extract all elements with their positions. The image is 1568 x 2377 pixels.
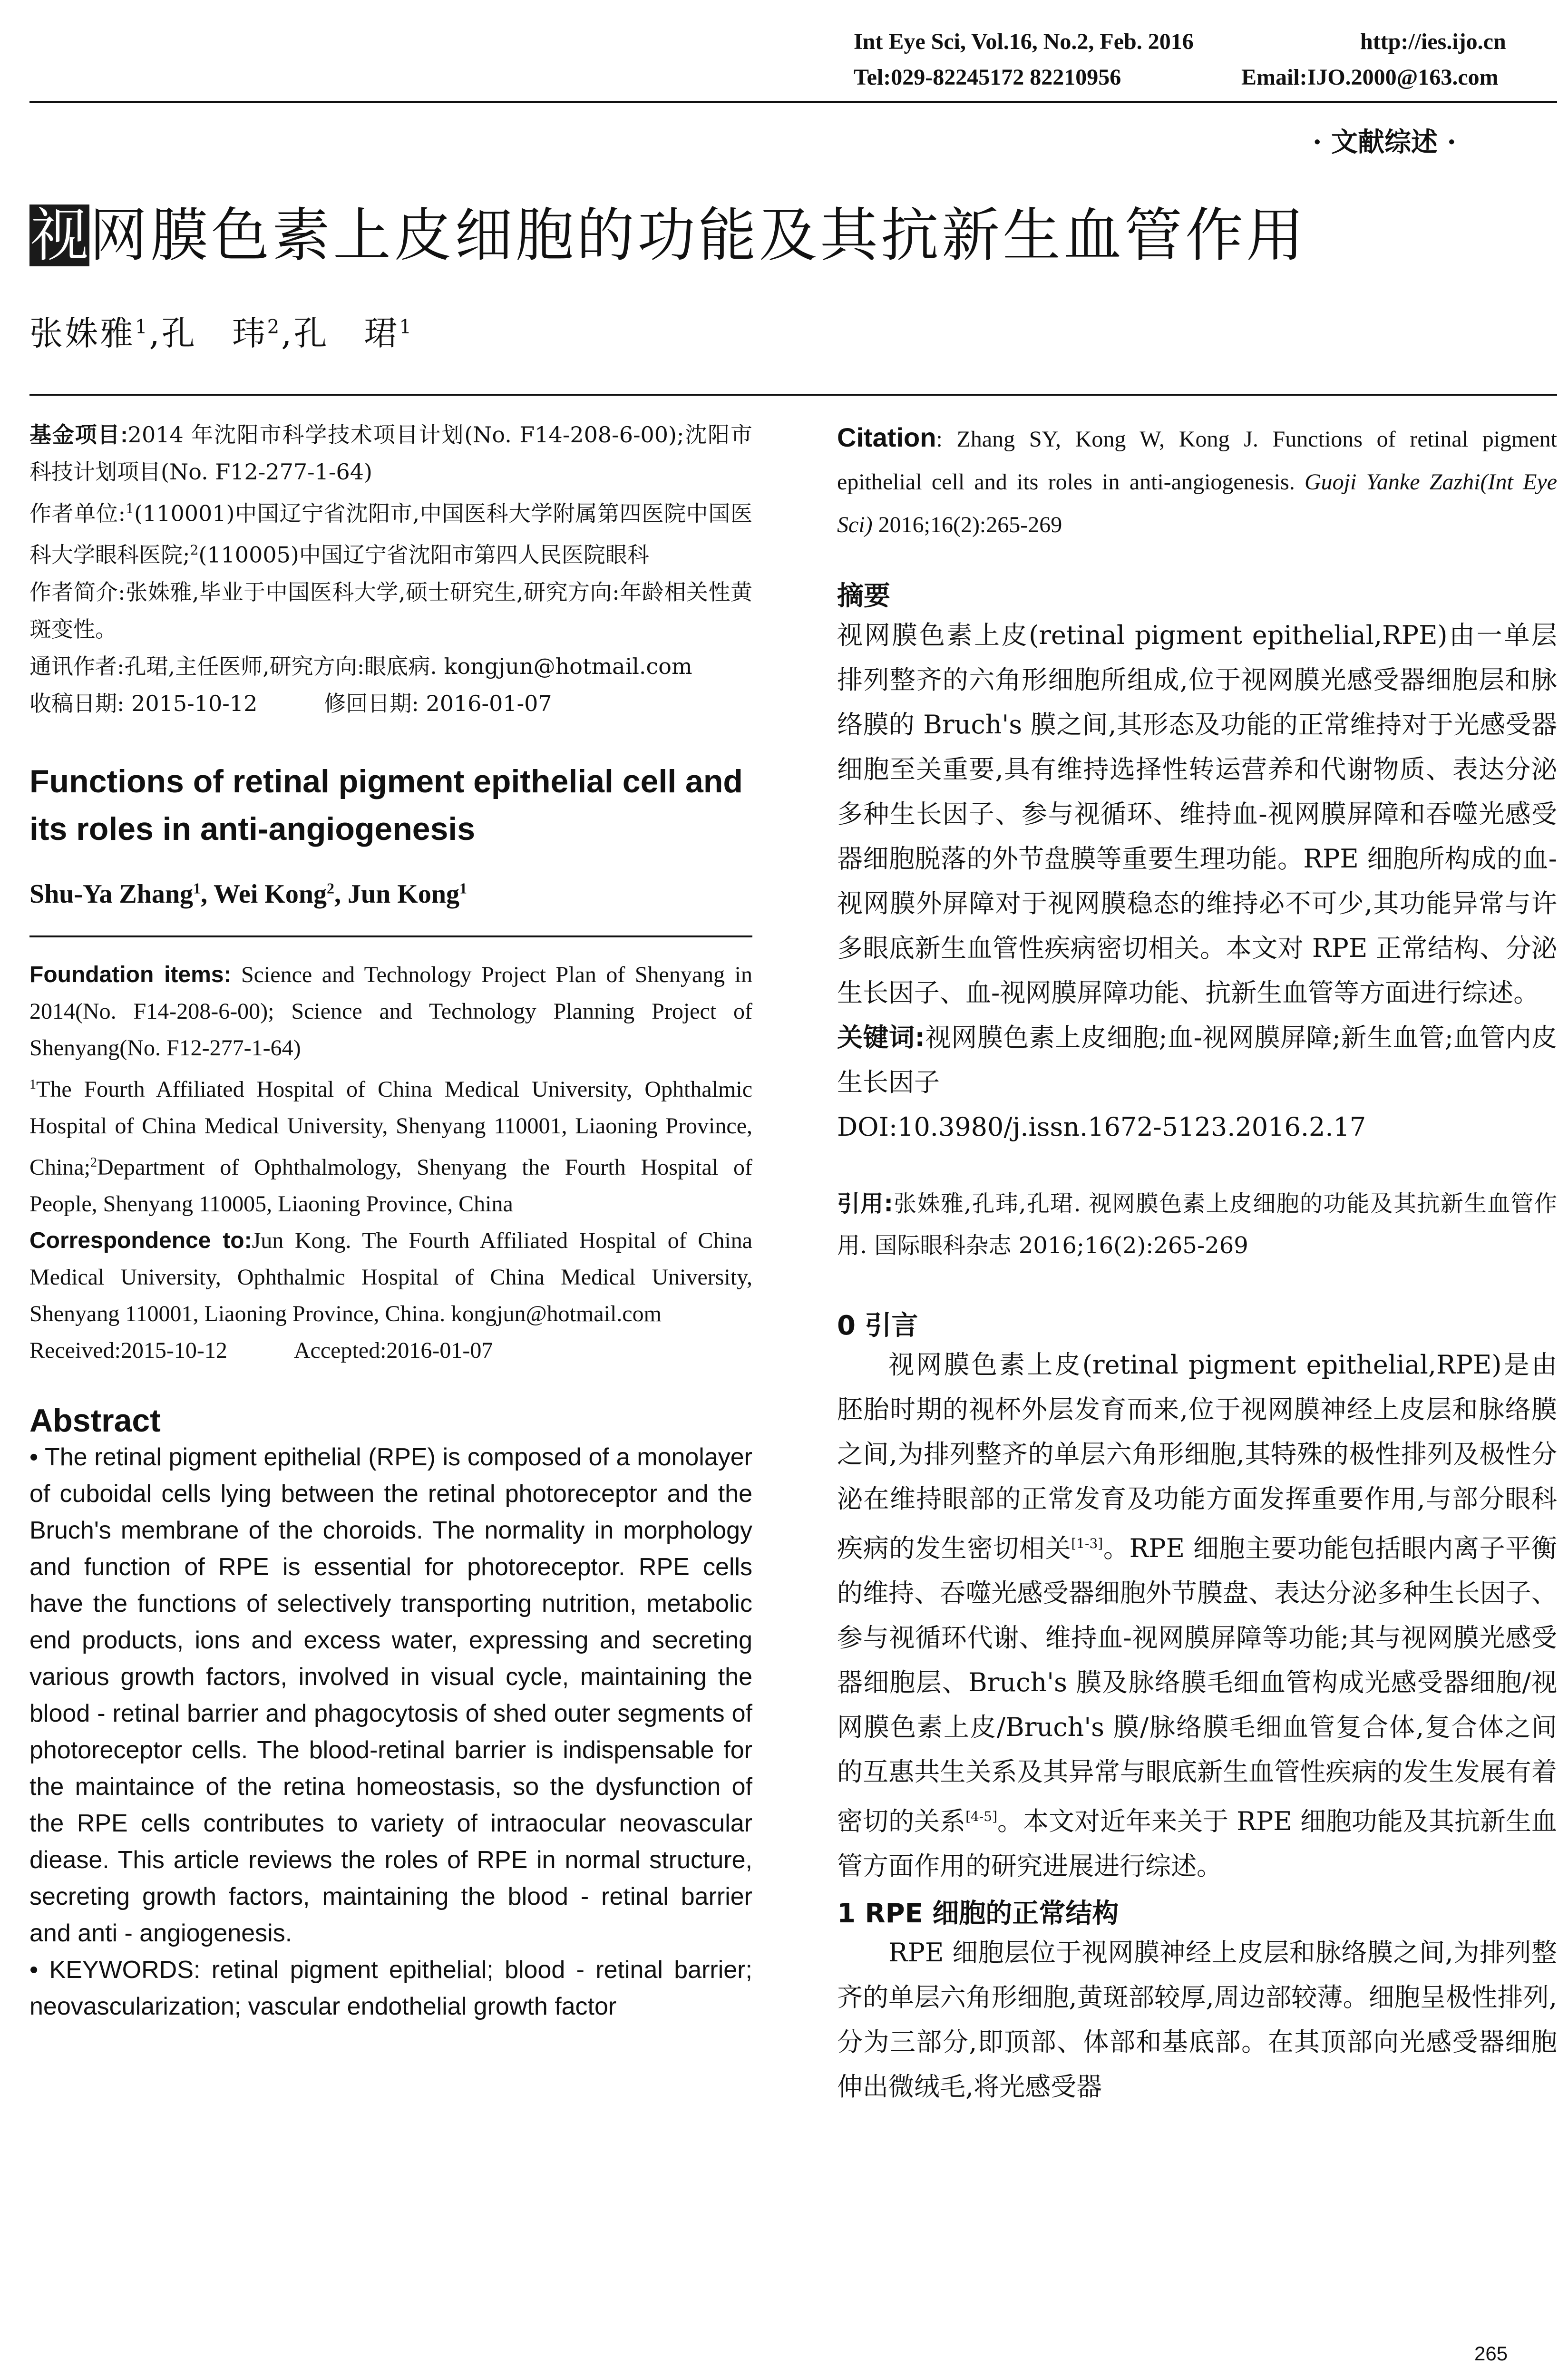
authors-cn: 张姝雅$^1$,孔 玮$^2$,孔 珺$^1$: [29, 314, 413, 353]
abstract-heading: Abstract: [29, 1402, 161, 1439]
affiliations-en: $^1$The Fourth Affiliated Hospital of China Medical University, Ophthalmic Hospital of China Medical University, Shenyang 110001, Liaoning Province, China;$^2$Department of Ophthalmology, Shenyang the Fourth Hospital of People, Shenyang 110005, Liaoning Province, China: [29, 1076, 752, 1217]
left-column: [29, 416, 752, 2025]
author-affil-sup: 1: [135, 316, 149, 338]
section1-heading: 1 RPE 细胞的正常结构: [837, 1898, 1119, 1929]
title-rule: [29, 394, 1557, 396]
english-authors: Shu-Ya Zhang$^1$, Wei Kong$^2$, Jun Kong$^1$: [29, 879, 467, 909]
author-bio-cn: 作者简介:张姝雅,毕业于中国医科大学,硕士研究生,研究方向:年龄相关性黄斑变性。: [29, 579, 752, 642]
foundation-items-en: Foundation items: Science and Technology Project Plan of Shenyang in 2014(No. F14-208-6-00); Science and Technology Planning Project of Shenyang(No. F12-277-1-64): [29, 962, 752, 1061]
title-drop-char: 视: [30, 202, 88, 269]
abstract-keywords: • KEYWORDS: retinal pigment epithelial; blood - retinal barrier; neovascularization; vascular endothelial growth factor: [29, 1956, 752, 2020]
author-name: 孔 玮: [161, 314, 267, 353]
author-affil-sup: 2: [267, 316, 282, 338]
title-text: 网膜色素上皮细胞的功能及其抗新生血管作用: [89, 202, 1307, 269]
section-tag: · 文献综述 ·: [1313, 127, 1456, 158]
accepted-en: Accepted:2016-01-07: [293, 1337, 493, 1363]
journal-tel: Tel:029-82245172 82210956: [854, 65, 1121, 90]
dates-en: [29, 1332, 752, 1369]
right-column: [837, 416, 1557, 2109]
intro-heading: 0 引言: [837, 1310, 918, 1341]
journal-email[interactable]: Email:IJO.2000@163.com: [1241, 65, 1499, 90]
summary-heading: 摘要: [837, 581, 890, 612]
header-rule: [29, 101, 1557, 103]
affiliation-cn: 作者单位:$^1$(110001)中国辽宁省沈阳市,中国医科大学附属第四医院中国医科大学眼科医院;$^2$(110005)中国辽宁省沈阳市第四人民医院眼科: [29, 500, 752, 568]
author-name: 张姝雅: [29, 314, 135, 353]
page-number: 265: [1474, 2342, 1508, 2365]
dates-cn: [29, 685, 752, 722]
correspondence-en: Correspondence to:Jun Kong. The Fourth Affiliated Hospital of China Medical University, Ophthalmic Hospital of China Medical University, Shenyang 110001, Liaoning Province, China. kongjun@hotmail.com: [29, 1227, 753, 1326]
author-name: 孔 珺: [293, 314, 399, 353]
intro-paragraph: 视网膜色素上皮(retinal pigment epithelial,RPE)是由胚胎时期的视杯外层发育而来,位于视网膜神经上皮层和脉络膜之间,为排列整齐的单层六角形细胞,其特殊的极性排列及极性分泌在维持眼部的正常发育及功能方面发挥重要作用,与部分眼科疾病的发生密切相关[1-3]。RPE 细胞主要功能包括眼内离子平衡的维持、吞噬光感受器细胞外节膜盘、表达分泌多种生长因子、参与视循环代谢、维持血-视网膜屏障等功能;其与视网膜光感受器细胞层、Bruch's 膜及脉络膜毛细血管构成光感受器细胞/视网膜色素上皮/Bruch's 膜/脉络膜毛细血管复合体,复合体之间的互惠共生关系及其异常与眼底新生血管性疾病的发生发展有着密切的关系[4-5]。本文对近年来关于 RPE 细胞功能及其抗新生血管方面作用的研究进展进行综述。: [837, 1350, 1557, 1881]
article-title: [29, 202, 1307, 269]
revised-date: 修回日期: 2016-01-07: [324, 690, 552, 716]
received-en: Received:2015-10-12: [29, 1337, 227, 1363]
received-date: 收稿日期: 2015-10-12: [29, 690, 258, 716]
summary-keywords: 关键词:视网膜色素上皮细胞;血-视网膜屏障;新生血管;血管内皮生长因子: [837, 1023, 1557, 1097]
journal-url[interactable]: http://ies.ijo.cn: [1360, 29, 1506, 54]
citation-en: Citation: Zhang SY, Kong W, Kong J. Functions of retinal pigment epithelial cell and its roles in anti-angiogenesis. Guoji Yanke Zazhi(Int Eye Sci) 2016;16(2):265-269: [837, 422, 1557, 537]
english-title: Functions of retinal pigment epithelial cell and its roles in anti-angiogenesis: [29, 763, 743, 847]
journal-line: Int Eye Sci, Vol.16, No.2, Feb. 2016: [854, 29, 1194, 54]
fund-info-cn: 基金项目:2014 年沈阳市科学技术项目计划(No. F14-208-6-00);沈阳市科技计划项目(No. F12-277-1-64): [29, 422, 753, 485]
author-affil-sup: 1: [399, 316, 413, 338]
section1-paragraph: RPE 细胞层位于视网膜神经上皮层和脉络膜之间,为排列整齐的单层六角形细胞,黄斑部较厚,周边部较薄。细胞呈极性排列,分为三部分,即顶部、体部和基底部。在其顶部向光感受器细胞伸出微绒毛,将光感受器: [837, 1938, 1557, 2102]
citation-cn: 引用:张姝雅,孔玮,孔珺. 视网膜色素上皮细胞的功能及其抗新生血管作用. 国际眼科杂志 2016;16(2):265-269: [837, 1190, 1557, 1259]
english-authors-rule: [29, 935, 752, 937]
summary-text: 视网膜色素上皮(retinal pigment epithelial,RPE)由一单层排列整齐的六角形细胞所组成,位于视网膜光感受器细胞层和脉络膜的 Bruch's 膜之间,其形态及功能的正常维持对于光感受器细胞至关重要,具有维持选择性转运营养和代谢物质、表达分泌多种生长因子、参与视循环、维持血-视网膜屏障和吞噬光感受器细胞脱落的外节盘膜等重要生理功能。RPE 细胞所构成的血-视网膜外屏障对于视网膜稳态的维持必不可少,其功能异常与许多眼底新生血管性疾病密切相关。本文对 RPE 正常结构、分泌生长因子、血-视网膜屏障功能、抗新生血管等方面进行综述。: [837, 620, 1557, 1008]
correspondence-cn: 通讯作者:孔珺,主任医师,研究方向:眼底病. kongjun@hotmail.com: [29, 653, 692, 679]
abstract-text: • The retinal pigment epithelial (RPE) is composed of a monolayer of cuboidal cells lying between the retinal photoreceptor and the Bruch's membrane of the choroids. The normality in morphology and function of RPE is essential for photoreceptor. RPE cells have the functions of selectively transporting nutrition, metabolic end products, ions and excess water, expressing and secreting various growth factors, involved in visual cycle, maintaining the blood - retinal barrier and phagocytosis of shed outer segments of photoreceptor cells. The blood-retinal barrier is indispensable for the maintaince of the retina homeostasis, so the dysfunction of the RPE cells contributes to variety of intraocular neovascular diease. This article reviews the roles of RPE in normal structure, secreting growth factors, maintaining the blood - retinal barrier and anti - angiogenesis.: [29, 1443, 752, 1947]
doi: DOI:10.3980/j.issn.1672-5123.2016.2.17: [837, 1112, 1366, 1142]
